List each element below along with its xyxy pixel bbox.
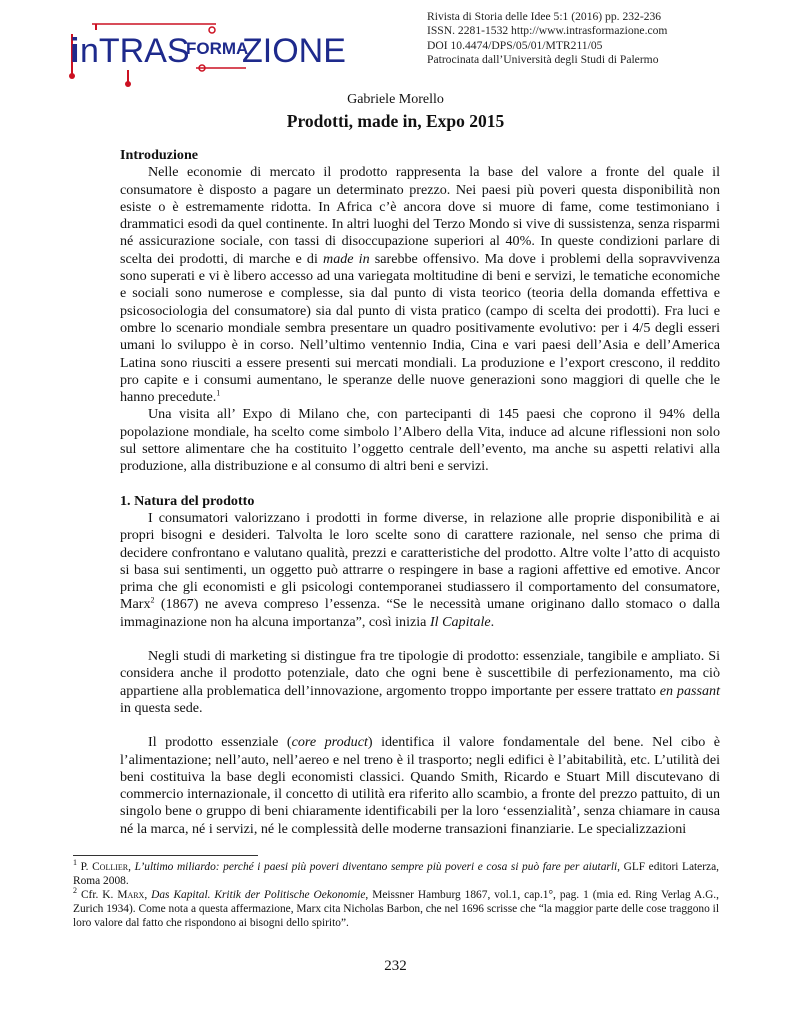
author-name: Gabriele Morello <box>347 92 444 107</box>
sponsor-line: Patrocinata dall’Università degli Studi di Palermo <box>427 53 659 67</box>
section1-paragraph-3: Il prodotto essenziale (core product) identifica il valore fondamentale del bene. Nel cibo è l’alimentazione; nell’auto, nell’aereo e nel treno è il trasporto; negli edifici è l’abitabilità, etc. L’utilità dei beni costituiva la base degli economisti classici. Quando Smith, Ricardo e Stuart Mill discutevano di commercio internazionale, il concetto di utilità era riferito allo scambio, a fronte del prezzo pattuito, di un singolo bene o gruppo di beni chiaramente identificabili per la loro ‘essenzialità’, senza chiamare in causa né la marca, né i servizi, né le complessità delle moderne transazioni finanziarie. Le specializzazioni <box>120 734 720 837</box>
footnote-1: $^1$ P. Collier, L’ultimo miliardo: perché i paesi più poveri diventano sempre più poveri e cosa si può fare per aiutarli, GLF editori Laterza, Roma 2008. <box>73 858 719 887</box>
svg-text:FORMA: FORMA <box>186 39 249 58</box>
page-number: 232 <box>384 958 407 974</box>
footnote-ref-1[interactable]: 1 <box>216 388 221 398</box>
section1-paragraph-1: I consumatori valorizzano i prodotti in forme diverse, in relazione alle proprie disponibilità e ai propri bisogni e desideri. Talvolta le loro scelte sono di carattere razionale, nel senso che prima di decidere confrontano e valutano qualità, prezzi e caratteristiche del prodotto. Altre volte l’atto di acquisto si basa sui sentimenti, un oggetto può attrarre o respingere in base a ragioni affettive ed emotive. Ancor prima che gli economisti e gli psicologi contemporanei studiassero il comportamento del consumatore, Marx$^2$ (1867) ne aveva compreso l’essenza. “Se le necessità umane originano dallo stomaco o dalla immaginazione non ha alcuna importanza”, così inizia Il Capitale. <box>120 509 720 630</box>
article-body <box>120 147 720 838</box>
issn-line: ISSN. 2281-1532 http://www.intrasformazione.com <box>427 24 668 38</box>
svg-text:ZIONE: ZIONE <box>242 32 346 70</box>
journal-logo <box>66 20 346 92</box>
citation-line: Rivista di Storia delle Idee 5:1 (2016) pp. 232-236 <box>427 10 662 23</box>
intro-paragraph-2: Una visita all’ Expo di Milano che, con partecipanti di 145 paesi che coprono il 94% della popolazione mondiale, ha scelto come simbolo l’Albero della Vita, induce ad alcune riflessioni non solo sul settore alimentare che ha costituito l’oggetto centrale dell’evento, ma anche su aspetti relativi alla produzione, alla distribuzione e al consumo di altri beni e servizi. <box>120 406 720 475</box>
footnotes <box>73 860 719 930</box>
svg-text:i: i <box>70 32 80 70</box>
section1-paragraph-2: Negli studi di marketing si distingue fra tre tipologie di prodotto: essenziale, tangibile e ampliato. Si considera anche il prodotto potenziale, dato che ogni bene è suscettibile di perfezionamento, ma ciò appartiene alla problematica dell’innovazione, argomento troppo importante per essere trattato en passant in questa sede. <box>120 648 720 716</box>
intro-heading: Introduzione <box>120 147 199 163</box>
logo-graphic <box>66 20 346 92</box>
footnote-ref-2[interactable]: 2 <box>150 595 155 605</box>
section1-heading: 1. Natura del prodotto <box>120 492 255 509</box>
article-title: Prodotti, made in, Expo 2015 <box>286 111 505 131</box>
footnote-2: $^2$ Cfr. K. Marx, Das Kapital. Kritik der Politische Oekonomie, Meissner Hamburg 1867, vol.1, cap.1°, pag. 1 (mia ed. Ring Verlag A.G., Zurich 1934). Come nota a questa affermazione, Marx cita Nicholas Barbon, che nel 1696 scrisse che “la maggior parte delle cose traggono il loro valore dal fatto che rispondono ai bisogni dello spirito”. <box>73 886 719 929</box>
footnote-divider <box>73 855 258 856</box>
intro-paragraph-1: Nelle economie di mercato il prodotto rappresenta la base del valore a fronte del quale il consumatore è disposto a pagare un determinato prezzo. Nei paesi più poveri questa disponibilità non esiste o è estremamente ridotta. In Africa c’è ancora dove si muore di fame, come testimoniano i drammatici esodi da quel continente. In altri luoghi del Terzo Mondo si vive di sussistenza, senza risparmi né assicurazione sociale, con tassi di disoccupazione superiori al 40%. In queste condizioni parlare di scelta dei prodotti, di marche e di made in sarebbe offensivo. Ma dove i problemi della sopravvivenza sono superati e vi è libero accesso ad una variegata moltitudine di beni e servizi, le tematiche economiche e sociali sono numerose e complesse, sia dal punto di vista teorico (teoria della domanda effettiva e psicosociologia del consumatore) sia dal punto di vista pratico (campo di scelta dei prodotti). Fra luci e ombre lo scenario mondiale sembra presentare un quadro positivamente evolutivo: per i 4/5 degli esseri umani lo sviluppo è in corso. Nell’ultimo ventennio India, Cina e vari paesi dell’Asia e dell’America Latina sono riusciti a essere presenti sui mercati mondiali. La produzione e l’export crescono, il reddito pro capite e i consumi aumentano, le speranze delle nuove generazioni sono maggiori di quelle che le hanno precedute.$^1$ <box>120 164 720 406</box>
journal-metadata <box>427 10 777 68</box>
svg-text:nTRAS: nTRAS <box>80 32 190 70</box>
doi-line: DOI 10.4474/DPS/05/01/MTR211/05 <box>427 38 603 52</box>
